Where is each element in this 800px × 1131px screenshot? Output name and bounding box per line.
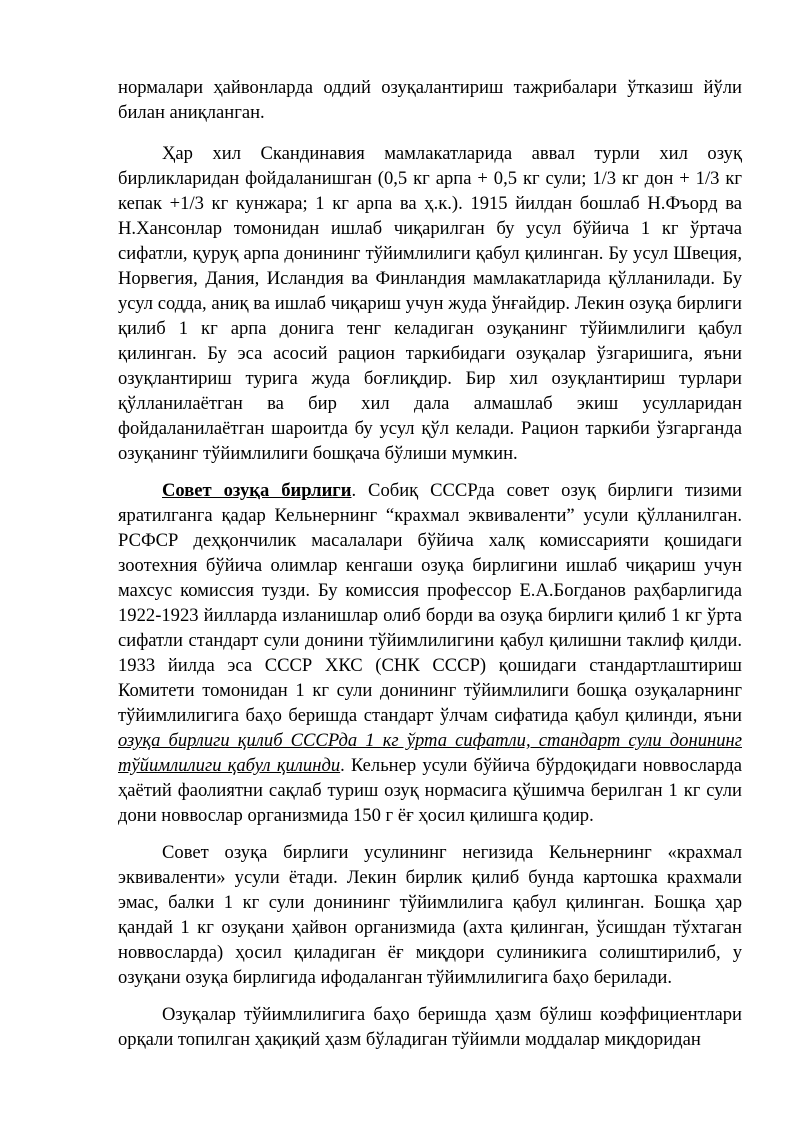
emphasized-definition: озуқа бирлиги қилиб СССРда 1 кг ўрта сифатли, стандарт сули донининг тўйимлилиги қабул қилинди	[118, 730, 742, 776]
paragraph-text-part-a: . Собиқ СССРда совет озуқ бирлиги тизими яратилганга қадар Кельнернинг “крахмал эквиваленти” усули қўлланилган. РСФСР деҳқончилик масалалари бўйича халқ комиссарияти қошидаги зоотехния бўйича олимлар кенгаши озуқа бирлигини ишлаб чиқариш учун махсус комиссия тузди. Бу комиссия профессор Е.А.Богданов раҳбарлигида 1922-1923 йилларда изланишлар олиб борди ва озуқа бирлиги қилиб 1 кг ўрта сифатли стандарт сули донини тўйимлилигини қабул қилишни таклиф қилди. 1933 йилда эса СССР ХКС (СНК СССР) қошидаги стандартлаштириш Комитети томонидан 1 кг сули донининг тўйимлилиги бошқа озуқаларнинг тўйимлилигига баҳо беришда стандарт ўлчам сифатида қабул қилинди, яъни	[118, 480, 742, 726]
paragraph-digestibility: Озуқалар тўйимлилигига баҳо беришда ҳазм бўлиш коэффициентлари орқали топилган ҳақиқий ҳазм бўладиган тўйимли моддалар миқдоридан	[118, 1004, 742, 1050]
paragraph-continuation: нормалари ҳайвонларда оддий озуқалантириш тажрибалари ўтказиш йўли билан аниқланган.	[118, 77, 742, 123]
paragraph-starch-equivalent: Совет озуқа бирлиги усулининг негизида Кельнернинг «крахмал эквиваленти» усули ётади. Лекин бирлик қилиб бунда картошка крахмали эмас, балки 1 кг сули донининг тўйимлилига қабул қилинган. Бошқа ҳар қандай 1 кг озуқани ҳайвон организмида (ахта қилинган, ўсишдан тўхтаган новвосларда) ҳосил қиладиган ёғ миқдори сулиникига солиштирилиб, у озуқани озуқа бирлигида ифодаланган тўйимлилигига баҳо берилади.	[118, 842, 742, 988]
paragraph-soviet-feed-unit	[118, 478, 742, 828]
text-flow	[118, 141, 742, 1064]
section-term-soviet-feed-unit: Совет озуқа бирлиги	[162, 480, 352, 501]
paragraph-scandinavian-units: Ҳар хил Скандинавия мамлакатларида аввал турли хил озуқ бирликларидан фойдаланишган (0,5 кг арпа + 0,5 кг сули; 1/3 кг дон + 1/3 кг кепак +1/3 кг кунжара; 1 кг арпа ва ҳ.к.). 1915 йилдан бошлаб Н.Фъорд ва Н.Хансонлар томонидан ишлаб чиқарилган бу усул бўйича 1 кг ўртача сифатли, қуруқ арпа донининг тўйимлилиги қабул қилинган. Бу усул Швеция, Норвегия, Дания, Исландия ва Финландия мамлакатларида қўлланилади. Бу усул содда, аниқ ва ишлаб чиқариш учун жуда ўнғайдир. Лекин озуқа бирлиги қилиб 1 кг арпа донига тенг келадиган озуқанинг тўйимлилиги қабул қилинган. Бу эса асосий рацион таркибидаги озуқалар ўзгаришига, яъни озуқлантириш турига жуда боғлиқдир. Бир хил озуқлантириш турлари қўлланилаётган ва бир хил дала алмашлаб экиш усулларидан фойдаланилаётган шароитда бу усул қўл келади. Рацион таркиби ўзгарганда озуқанинг тўйимлилиги бошқача бўлиши мумкин.	[118, 143, 742, 464]
paragraph-text-part-b: . Кельнер усули бўйича бўрдоқидаги новвосларда ҳаётий фаолиятни сақлаб туриш озуқ нормасига қўшимча берилган 1 кг сули дони новвослар организмида 150 г ёғ ҳосил қилишга қодир.	[118, 755, 743, 826]
